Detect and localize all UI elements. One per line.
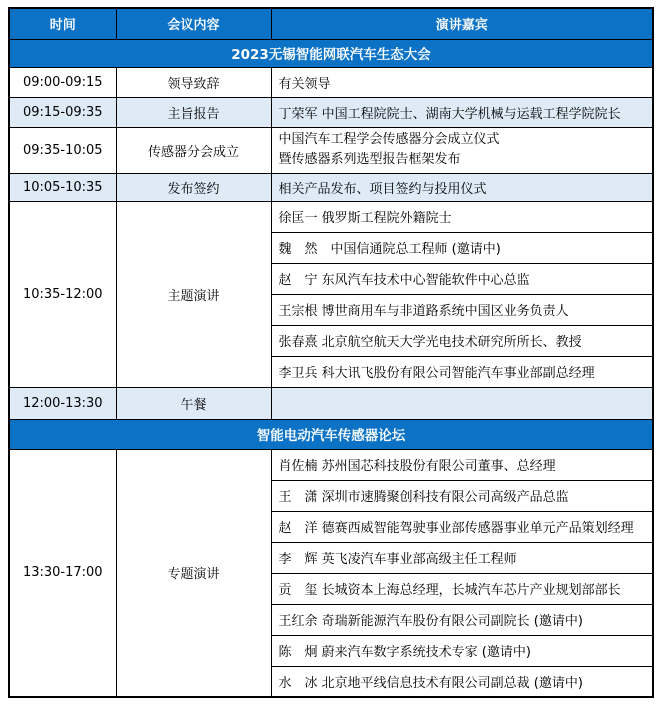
table-row [9,449,653,480]
speaker-cell: 徐匡一 俄罗斯工程院外籍院士 [271,201,653,232]
content-cell: 传感器分会成立 [116,127,271,173]
speaker-cell [271,127,653,173]
speaker-cell: 张春熹 北京航空航天大学光电技术研究所所长、教授 [271,325,653,356]
speaker-cell: 王红余 奇瑞新能源汽车股份有限公司副院长 (邀请中) [271,604,653,635]
speaker-cell: 赵 洋 德赛西威智能驾驶事业部传感器事业单元产品策划经理 [271,511,653,542]
time-cell: 13:30-17:00 [9,449,116,697]
speaker-cell: 相关产品发布、项目签约与投用仪式 [271,173,653,201]
speaker-cell: 丁荣军 中国工程院院士、湖南大学机械与运载工程学院院长 [271,97,653,127]
section-1-row [9,39,653,67]
speaker-cell-empty [271,387,653,419]
table-row [9,97,653,127]
speaker-cell: 赵 宁 东风汽车技术中心智能软件中心总监 [271,263,653,294]
speaker-cell: 李 辉 英飞凌汽车事业部高级主任工程师 [271,542,653,573]
table-row [9,67,653,97]
column-header-content: 会议内容 [116,8,271,39]
speaker-cell: 王 潇 深圳市速腾聚创科技有限公司高级产品总监 [271,480,653,511]
time-cell: 10:35-12:00 [9,201,116,387]
time-cell: 09:00-09:15 [9,67,116,97]
section-2-title: 智能电动汽车传感器论坛 [9,419,653,449]
content-cell: 主题演讲 [116,201,271,387]
speaker-cell: 李卫兵 科大讯飞股份有限公司智能汽车事业部副总经理 [271,356,653,387]
agenda-table [8,7,654,698]
speaker-cell: 水 冰 北京地平线信息技术有限公司副总裁 (邀请中) [271,666,653,697]
content-cell: 主旨报告 [116,97,271,127]
table-row [9,127,653,173]
time-cell: 09:35-10:05 [9,127,116,173]
speaker-line: 暨传感器系列选型报告框架发布 [278,152,461,167]
table-header-row [9,8,653,39]
content-cell: 专题演讲 [116,449,271,697]
speaker-cell: 陈 炯 蔚来汽车数字系统技术专家 (邀请中) [271,635,653,666]
speaker-cell: 有关领导 [271,67,653,97]
section-2-row [9,419,653,449]
section-1-title: 2023无锡智能网联汽车生态大会 [9,39,653,67]
content-cell: 午餐 [116,387,271,419]
speaker-cell: 魏 然 中国信通院总工程师 (邀请中) [271,232,653,263]
time-cell: 10:05-10:35 [9,173,116,201]
column-header-time: 时间 [9,8,116,39]
content-cell: 发布签约 [116,173,271,201]
time-cell: 09:15-09:35 [9,97,116,127]
table-row [9,387,653,419]
time-cell: 12:00-13:30 [9,387,116,419]
speaker-line: 中国汽车工程学会传感器分会成立仪式 [278,132,500,147]
speaker-cell: 肖佐楠 苏州国芯科技股份有限公司董事、总经理 [271,449,653,480]
table-row [9,173,653,201]
content-cell: 领导致辞 [116,67,271,97]
table-row [9,201,653,232]
speaker-cell: 贡 玺 长城资本上海总经理，长城汽车芯片产业规划部部长 [271,573,653,604]
column-header-speakers: 演讲嘉宾 [271,8,653,39]
speaker-cell: 王宗根 博世商用车与非道路系统中国区业务负责人 [271,294,653,325]
